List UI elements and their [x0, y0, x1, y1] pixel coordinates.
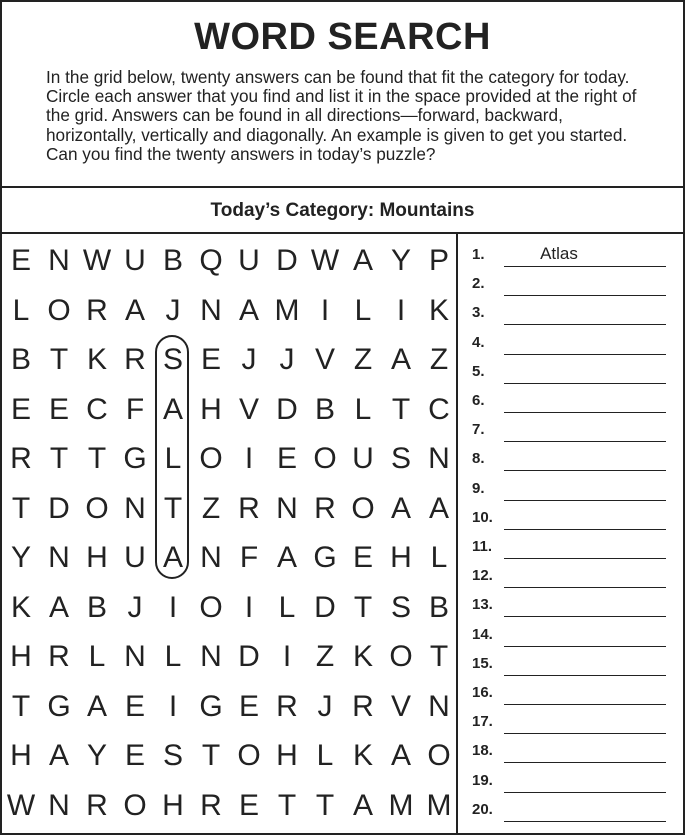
answer-blank[interactable] [504, 470, 666, 471]
category-label: Today’s Category: Mountains [210, 200, 475, 221]
answer-number: 5. [472, 362, 485, 380]
answer-number: 17. [472, 713, 493, 731]
grid-letter[interactable]: I [168, 590, 178, 624]
grid-letter[interactable]: N [124, 640, 146, 673]
grid-letter[interactable]: Z [201, 491, 221, 525]
grid-letter[interactable]: A [124, 293, 145, 327]
grid-letter[interactable]: T [353, 590, 373, 624]
answer-blank[interactable] [504, 587, 666, 588]
grid-letter[interactable]: F [125, 392, 145, 426]
grid-letter[interactable]: R [48, 640, 70, 673]
grid-letter[interactable]: S [162, 343, 183, 376]
answer-blank[interactable] [504, 383, 666, 384]
grid-letter[interactable]: A [162, 392, 183, 426]
grid-letter[interactable]: L [278, 590, 296, 624]
grid-letter[interactable]: S [390, 590, 411, 624]
grid-letter[interactable]: D [238, 640, 260, 673]
grid-letter[interactable]: G [313, 541, 337, 574]
grid-letter[interactable]: T [49, 343, 69, 376]
grid-letter[interactable]: V [238, 392, 259, 426]
answer-blank[interactable] [504, 616, 666, 617]
answer-blank[interactable] [504, 675, 666, 676]
answer-number: 12. [472, 567, 493, 585]
answer-blank[interactable] [504, 500, 666, 501]
answer-number: 4. [472, 333, 485, 351]
grid-letter[interactable]: H [276, 739, 298, 772]
grid-letter[interactable]: N [276, 491, 298, 525]
grid-letter[interactable]: N [200, 640, 222, 673]
grid-letter[interactable]: S [162, 739, 183, 772]
grid-letter[interactable]: H [86, 541, 108, 574]
answer-number: 16. [472, 684, 493, 701]
grid-letter[interactable]: E [48, 392, 69, 426]
answer-number: 11. [472, 538, 493, 555]
grid-letter[interactable]: L [164, 640, 182, 673]
grid-letter[interactable]: L [354, 293, 372, 327]
grid-letter[interactable]: M [426, 788, 452, 822]
grid-letter[interactable]: N [200, 293, 222, 327]
grid-letter[interactable]: H [390, 541, 412, 574]
grid-letter[interactable]: U [238, 244, 260, 277]
grid-letter[interactable]: T [11, 689, 31, 723]
answer-number: 2. [472, 275, 485, 293]
grid-letter[interactable]: P [428, 244, 449, 277]
grid-letter[interactable]: I [244, 590, 254, 624]
grid-letter[interactable]: T [201, 739, 221, 772]
grid-letter[interactable]: E [10, 392, 31, 426]
grid-letter[interactable]: B [86, 590, 107, 624]
grid-letter[interactable]: E [352, 541, 373, 574]
answer-list [458, 234, 683, 833]
grid-letter[interactable]: O [123, 788, 147, 822]
answer-blank[interactable] [504, 529, 666, 530]
grid-letter[interactable]: W [6, 788, 36, 822]
answer-number: 7. [472, 421, 485, 439]
answer-blank[interactable] [504, 646, 666, 647]
grid-letter[interactable]: N [48, 244, 70, 277]
answer-number: 3. [472, 304, 485, 322]
grid-letter[interactable]: O [237, 739, 261, 772]
grid-letter[interactable]: J [279, 343, 295, 376]
grid-letter[interactable]: T [49, 442, 69, 475]
grid-letter[interactable]: Z [429, 343, 449, 376]
grid-letter[interactable]: A [352, 788, 373, 822]
grid-letter[interactable]: D [314, 590, 336, 624]
grid-letter[interactable]: N [48, 541, 70, 574]
grid-letter[interactable]: G [47, 689, 71, 723]
grid-letter[interactable]: A [48, 590, 69, 624]
answer-blank[interactable] [504, 558, 666, 559]
grid-letter[interactable]: I [168, 689, 178, 723]
grid-letter[interactable]: H [200, 392, 222, 426]
grid-letter[interactable]: K [86, 343, 107, 376]
grid-letter[interactable]: K [352, 739, 373, 772]
grid-letter[interactable]: J [165, 293, 181, 327]
grid-letter[interactable]: O [389, 640, 413, 673]
grid-letter[interactable]: N [200, 541, 222, 574]
grid-letter[interactable]: C [428, 392, 450, 426]
example-answer-circle [155, 335, 189, 579]
answer-blank[interactable] [504, 324, 666, 325]
grid-letter[interactable]: S [390, 442, 411, 475]
grid-letter[interactable]: I [282, 640, 292, 673]
grid-letter[interactable]: V [390, 689, 411, 723]
answer-blank[interactable] [504, 266, 666, 267]
grid-letter[interactable]: G [199, 689, 223, 723]
grid-letter[interactable]: J [241, 343, 257, 376]
grid-letter[interactable]: A [390, 343, 411, 376]
letter-grid [2, 234, 456, 833]
grid-letter[interactable]: I [320, 293, 330, 327]
grid-letter[interactable]: H [10, 739, 32, 772]
grid-letter[interactable]: M [274, 293, 300, 327]
grid-letter[interactable]: N [124, 491, 146, 525]
grid-letter[interactable]: A [276, 541, 297, 574]
answer-blank[interactable] [504, 441, 666, 442]
grid-letter[interactable]: J [127, 590, 143, 624]
grid-letter[interactable]: B [314, 392, 335, 426]
answer-blank[interactable] [504, 792, 666, 793]
grid-letter[interactable]: K [10, 590, 31, 624]
grid-letter[interactable]: U [352, 442, 374, 475]
grid-letter[interactable]: E [124, 689, 145, 723]
grid-letter[interactable]: R [86, 293, 108, 327]
grid-letter[interactable]: L [164, 442, 182, 475]
grid-letter[interactable]: R [352, 689, 374, 723]
grid-letter[interactable]: N [428, 689, 450, 723]
grid-letter[interactable]: T [87, 442, 107, 475]
answer-number: 20. [472, 800, 493, 818]
grid-letter[interactable]: Y [390, 244, 411, 277]
grid-letter[interactable]: K [428, 293, 449, 327]
grid-letter[interactable]: A [48, 739, 69, 772]
answer-blank[interactable] [504, 412, 666, 413]
answer-blank[interactable] [504, 733, 666, 734]
grid-letter[interactable]: U [124, 541, 146, 574]
grid-letter[interactable]: C [86, 392, 108, 426]
grid-letter[interactable]: L [88, 640, 106, 673]
instructions-text: In the grid below, twenty answers can be found that fit the category for today. Circle each answer that you find and list it in the space provided at the right of the grid. Answers can be found in all directions—forward, backward, horizontally, vertically and diagonally. An example is given to get you started. Can you find the twenty answers in today’s puzzle? [46, 67, 637, 164]
grid-letter[interactable]: I [396, 293, 406, 327]
grid-letter[interactable]: T [163, 491, 183, 525]
grid-letter[interactable]: E [238, 689, 259, 723]
grid-letter[interactable]: T [277, 788, 297, 822]
grid-letter[interactable]: W [82, 244, 112, 277]
header-divider [2, 186, 683, 188]
grid-letter[interactable]: A [390, 739, 411, 772]
grid-letter[interactable]: O [85, 491, 109, 525]
answer-number: 6. [472, 392, 485, 409]
grid-letter[interactable]: A [352, 244, 373, 277]
grid-letter[interactable]: E [124, 739, 145, 772]
grid-letter[interactable]: O [199, 442, 223, 475]
grid-letter[interactable]: A [238, 293, 259, 327]
answer-number: 14. [472, 625, 493, 643]
grid-letter[interactable]: R [124, 343, 146, 376]
answer-blank[interactable] [504, 295, 666, 296]
answer-number: 19. [472, 771, 493, 789]
grid-letter[interactable]: H [162, 788, 184, 822]
grid-letter[interactable]: O [313, 442, 337, 475]
grid-letter[interactable]: T [391, 392, 411, 426]
grid-letter[interactable]: G [123, 442, 147, 475]
grid-letter[interactable]: E [10, 244, 31, 277]
grid-letter[interactable]: M [388, 788, 414, 822]
grid-letter[interactable]: O [199, 590, 223, 624]
grid-letter[interactable]: B [10, 343, 31, 376]
grid-letter[interactable]: E [238, 788, 259, 822]
grid-letter[interactable]: D [276, 244, 298, 277]
answer-number: 8. [472, 450, 485, 468]
grid-letter[interactable]: O [427, 739, 451, 772]
answer-number: 1. [472, 246, 485, 263]
answer-blank[interactable] [504, 762, 666, 763]
grid-letter[interactable]: H [10, 640, 32, 673]
grid-letter[interactable]: A [428, 491, 449, 525]
grid-letter[interactable]: Y [86, 739, 107, 772]
grid-letter[interactable]: L [430, 541, 448, 574]
grid-letter[interactable]: Y [10, 541, 31, 574]
answer-text: Atlas [540, 244, 578, 263]
grid-letter[interactable]: N [48, 788, 70, 822]
grid-letter[interactable]: U [124, 244, 146, 277]
grid-letter[interactable]: R [314, 491, 336, 525]
grid-letter[interactable]: R [10, 442, 32, 475]
grid-letter[interactable]: R [276, 689, 298, 723]
grid-letter[interactable]: T [315, 788, 335, 822]
grid-letter[interactable]: D [48, 491, 70, 525]
grid-letter[interactable]: B [162, 244, 183, 277]
grid-letter[interactable]: B [428, 590, 449, 624]
grid-letter[interactable]: R [86, 788, 108, 822]
grid-letter[interactable]: A [390, 491, 411, 525]
grid-letter[interactable]: V [314, 343, 335, 376]
grid-letter[interactable]: O [351, 491, 375, 525]
grid-letter[interactable]: Z [315, 640, 335, 673]
grid-letter[interactable]: Q [199, 244, 223, 277]
grid-letter[interactable]: I [244, 442, 254, 475]
grid-letter[interactable]: A [162, 541, 183, 574]
grid-letter[interactable]: N [428, 442, 450, 475]
grid-letter[interactable]: T [429, 640, 449, 673]
answer-blank[interactable] [504, 821, 666, 822]
grid-letter[interactable]: R [200, 788, 222, 822]
grid-letter[interactable]: K [352, 640, 373, 673]
grid-letter[interactable]: W [310, 244, 340, 277]
grid-letter[interactable]: J [317, 689, 333, 723]
grid-letter[interactable]: T [11, 491, 31, 525]
grid-letter[interactable]: E [200, 343, 221, 376]
answer-number: 15. [472, 654, 493, 672]
answer-blank[interactable] [504, 704, 666, 705]
answer-number: 9. [472, 479, 485, 497]
grid-letter[interactable]: R [238, 491, 260, 525]
grid-letter[interactable]: O [47, 293, 71, 327]
answer-number: 10. [472, 508, 493, 526]
header-section [2, 2, 683, 186]
grid-letter[interactable]: E [276, 442, 297, 475]
grid-letter[interactable]: L [316, 739, 334, 772]
grid-letter[interactable]: Z [353, 343, 373, 376]
grid-letter[interactable]: L [12, 293, 30, 327]
page-title: WORD SEARCH [194, 16, 491, 58]
answer-number: 13. [472, 596, 493, 614]
answer-blank[interactable] [504, 354, 666, 355]
answer-number: 18. [472, 742, 493, 760]
grid-letter[interactable]: F [239, 541, 259, 574]
grid-letter[interactable]: L [354, 392, 372, 426]
grid-letter[interactable]: D [276, 392, 298, 426]
grid-letter[interactable]: A [86, 689, 107, 723]
